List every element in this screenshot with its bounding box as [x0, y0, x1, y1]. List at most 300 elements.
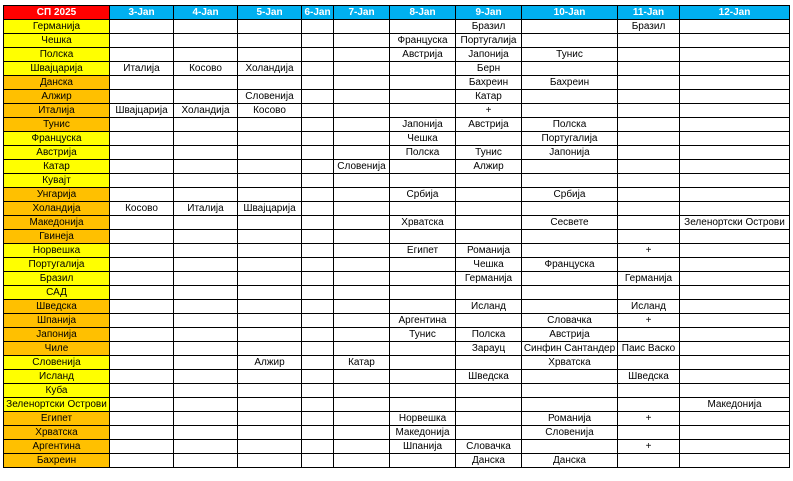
schedule-cell[interactable]	[618, 104, 680, 118]
schedule-cell[interactable]	[334, 48, 390, 62]
schedule-cell[interactable]	[456, 230, 522, 244]
schedule-cell[interactable]: Косово	[174, 62, 238, 76]
schedule-cell[interactable]	[456, 314, 522, 328]
schedule-cell[interactable]	[456, 174, 522, 188]
schedule-cell[interactable]	[238, 146, 302, 160]
schedule-cell[interactable]	[302, 412, 334, 426]
schedule-cell[interactable]	[302, 20, 334, 34]
schedule-cell[interactable]	[174, 314, 238, 328]
schedule-cell[interactable]	[238, 230, 302, 244]
schedule-cell[interactable]	[522, 62, 618, 76]
schedule-cell[interactable]	[334, 146, 390, 160]
schedule-cell[interactable]	[238, 342, 302, 356]
schedule-cell[interactable]	[390, 370, 456, 384]
schedule-cell[interactable]: Чешка	[390, 132, 456, 146]
schedule-cell[interactable]: Чешка	[456, 258, 522, 272]
schedule-cell[interactable]	[302, 146, 334, 160]
schedule-cell[interactable]	[110, 300, 174, 314]
schedule-cell[interactable]	[174, 230, 238, 244]
schedule-cell[interactable]	[238, 174, 302, 188]
schedule-cell[interactable]	[174, 132, 238, 146]
schedule-cell[interactable]: +	[456, 104, 522, 118]
schedule-cell[interactable]: Синфин Сантандер	[522, 342, 618, 356]
schedule-cell[interactable]	[334, 132, 390, 146]
schedule-cell[interactable]	[334, 244, 390, 258]
schedule-cell[interactable]: Словенија	[522, 426, 618, 440]
schedule-cell[interactable]	[522, 384, 618, 398]
schedule-cell[interactable]	[302, 356, 334, 370]
team-name-cell[interactable]: Словенија	[4, 356, 110, 370]
schedule-cell[interactable]	[110, 90, 174, 104]
schedule-cell[interactable]: Француска	[522, 258, 618, 272]
schedule-cell[interactable]	[456, 132, 522, 146]
schedule-cell[interactable]	[302, 370, 334, 384]
schedule-cell[interactable]	[238, 370, 302, 384]
schedule-cell[interactable]	[302, 34, 334, 48]
schedule-cell[interactable]	[238, 48, 302, 62]
schedule-cell[interactable]	[334, 426, 390, 440]
schedule-cell[interactable]	[618, 384, 680, 398]
schedule-cell[interactable]	[618, 454, 680, 468]
schedule-cell[interactable]	[110, 48, 174, 62]
schedule-cell[interactable]	[680, 426, 790, 440]
schedule-cell[interactable]	[390, 286, 456, 300]
schedule-cell[interactable]: Француска	[390, 34, 456, 48]
schedule-cell[interactable]: Бразил	[456, 20, 522, 34]
schedule-cell[interactable]	[334, 342, 390, 356]
team-name-cell[interactable]: Австрија	[4, 146, 110, 160]
team-name-cell[interactable]: Тунис	[4, 118, 110, 132]
schedule-cell[interactable]	[618, 216, 680, 230]
schedule-cell[interactable]	[680, 440, 790, 454]
schedule-cell[interactable]: Македонија	[680, 398, 790, 412]
schedule-cell[interactable]: Словачка	[522, 314, 618, 328]
schedule-cell[interactable]: Катар	[456, 90, 522, 104]
schedule-cell[interactable]	[110, 272, 174, 286]
schedule-cell[interactable]: Бразил	[618, 20, 680, 34]
team-name-cell[interactable]: Куба	[4, 384, 110, 398]
schedule-cell[interactable]	[680, 76, 790, 90]
team-name-cell[interactable]: Алжир	[4, 90, 110, 104]
schedule-cell[interactable]: Јапонија	[390, 118, 456, 132]
schedule-cell[interactable]	[302, 104, 334, 118]
schedule-cell[interactable]	[174, 356, 238, 370]
schedule-cell[interactable]	[334, 272, 390, 286]
schedule-cell[interactable]	[238, 384, 302, 398]
schedule-cell[interactable]	[680, 104, 790, 118]
schedule-cell[interactable]	[174, 426, 238, 440]
schedule-cell[interactable]	[110, 188, 174, 202]
schedule-cell[interactable]	[390, 160, 456, 174]
schedule-cell[interactable]	[680, 244, 790, 258]
schedule-cell[interactable]	[618, 230, 680, 244]
team-name-cell[interactable]: Зеленортски Острови	[4, 398, 110, 412]
schedule-cell[interactable]: Шведска	[456, 370, 522, 384]
schedule-cell[interactable]	[302, 48, 334, 62]
schedule-cell[interactable]	[302, 384, 334, 398]
schedule-cell[interactable]	[302, 272, 334, 286]
schedule-cell[interactable]: Косово	[110, 202, 174, 216]
schedule-cell[interactable]	[110, 356, 174, 370]
schedule-cell[interactable]	[174, 216, 238, 230]
schedule-cell[interactable]	[174, 188, 238, 202]
schedule-cell[interactable]	[680, 356, 790, 370]
team-name-cell[interactable]: Германија	[4, 20, 110, 34]
schedule-cell[interactable]	[522, 398, 618, 412]
schedule-cell[interactable]	[238, 118, 302, 132]
schedule-cell[interactable]	[618, 202, 680, 216]
schedule-cell[interactable]	[334, 174, 390, 188]
schedule-cell[interactable]	[110, 174, 174, 188]
schedule-cell[interactable]	[174, 300, 238, 314]
schedule-cell[interactable]	[110, 20, 174, 34]
schedule-cell[interactable]: +	[618, 314, 680, 328]
schedule-cell[interactable]	[680, 342, 790, 356]
team-name-cell[interactable]: Хрватска	[4, 426, 110, 440]
schedule-cell[interactable]	[110, 328, 174, 342]
schedule-cell[interactable]	[334, 216, 390, 230]
schedule-cell[interactable]	[390, 202, 456, 216]
schedule-cell[interactable]	[680, 90, 790, 104]
schedule-cell[interactable]	[680, 230, 790, 244]
schedule-cell[interactable]	[334, 286, 390, 300]
schedule-cell[interactable]: Португалија	[456, 34, 522, 48]
team-name-cell[interactable]: Холандија	[4, 202, 110, 216]
schedule-cell[interactable]	[302, 454, 334, 468]
schedule-cell[interactable]	[522, 370, 618, 384]
schedule-cell[interactable]	[390, 454, 456, 468]
schedule-cell[interactable]	[302, 314, 334, 328]
schedule-cell[interactable]	[302, 440, 334, 454]
team-name-cell[interactable]: Јапонија	[4, 328, 110, 342]
schedule-cell[interactable]	[110, 370, 174, 384]
schedule-cell[interactable]	[680, 34, 790, 48]
schedule-cell[interactable]	[302, 258, 334, 272]
schedule-cell[interactable]	[522, 90, 618, 104]
schedule-cell[interactable]	[456, 356, 522, 370]
team-name-cell[interactable]: Норвешка	[4, 244, 110, 258]
schedule-cell[interactable]	[110, 76, 174, 90]
schedule-cell[interactable]	[680, 314, 790, 328]
schedule-cell[interactable]	[680, 258, 790, 272]
schedule-cell[interactable]	[238, 286, 302, 300]
schedule-cell[interactable]	[238, 132, 302, 146]
schedule-cell[interactable]	[334, 230, 390, 244]
schedule-cell[interactable]	[302, 342, 334, 356]
team-name-cell[interactable]: Македонија	[4, 216, 110, 230]
schedule-cell[interactable]: Бахреин	[522, 76, 618, 90]
schedule-cell[interactable]: Хрватска	[522, 356, 618, 370]
schedule-cell[interactable]	[618, 146, 680, 160]
corner-cell[interactable]: СП 2025	[4, 6, 110, 20]
schedule-cell[interactable]	[522, 202, 618, 216]
schedule-cell[interactable]: Австрија	[522, 328, 618, 342]
schedule-cell[interactable]	[680, 286, 790, 300]
schedule-cell[interactable]	[238, 34, 302, 48]
schedule-cell[interactable]	[456, 286, 522, 300]
schedule-cell[interactable]	[238, 76, 302, 90]
schedule-cell[interactable]	[522, 300, 618, 314]
schedule-cell[interactable]	[618, 328, 680, 342]
schedule-cell[interactable]	[680, 62, 790, 76]
schedule-cell[interactable]	[334, 300, 390, 314]
schedule-cell[interactable]	[110, 160, 174, 174]
schedule-cell[interactable]	[110, 412, 174, 426]
schedule-cell[interactable]	[522, 104, 618, 118]
schedule-cell[interactable]	[390, 300, 456, 314]
schedule-cell[interactable]	[680, 146, 790, 160]
schedule-cell[interactable]: Норвешка	[390, 412, 456, 426]
schedule-cell[interactable]	[390, 384, 456, 398]
schedule-cell[interactable]	[334, 118, 390, 132]
schedule-cell[interactable]	[110, 118, 174, 132]
schedule-cell[interactable]	[680, 202, 790, 216]
schedule-cell[interactable]	[110, 258, 174, 272]
schedule-cell[interactable]	[174, 76, 238, 90]
schedule-cell[interactable]	[174, 398, 238, 412]
schedule-cell[interactable]: Швајцарија	[110, 104, 174, 118]
schedule-cell[interactable]	[302, 118, 334, 132]
schedule-cell[interactable]: Србија	[390, 188, 456, 202]
schedule-cell[interactable]	[238, 440, 302, 454]
schedule-cell[interactable]	[174, 342, 238, 356]
schedule-cell[interactable]	[302, 160, 334, 174]
schedule-cell[interactable]	[334, 90, 390, 104]
schedule-cell[interactable]	[618, 286, 680, 300]
schedule-cell[interactable]	[110, 314, 174, 328]
schedule-cell[interactable]	[680, 384, 790, 398]
schedule-cell[interactable]: Сесвете	[522, 216, 618, 230]
team-name-cell[interactable]: Катар	[4, 160, 110, 174]
schedule-cell[interactable]: Полска	[522, 118, 618, 132]
schedule-cell[interactable]	[456, 216, 522, 230]
schedule-cell[interactable]	[302, 230, 334, 244]
schedule-cell[interactable]	[680, 272, 790, 286]
schedule-cell[interactable]	[456, 426, 522, 440]
team-name-cell[interactable]: Шведска	[4, 300, 110, 314]
schedule-cell[interactable]	[238, 258, 302, 272]
schedule-cell[interactable]: Холандија	[174, 104, 238, 118]
schedule-cell[interactable]: Паис Васко	[618, 342, 680, 356]
schedule-cell[interactable]	[302, 76, 334, 90]
schedule-cell[interactable]	[302, 328, 334, 342]
team-name-cell[interactable]: Аргентина	[4, 440, 110, 454]
schedule-cell[interactable]	[618, 160, 680, 174]
schedule-cell[interactable]	[618, 34, 680, 48]
schedule-cell[interactable]	[390, 90, 456, 104]
schedule-cell[interactable]	[618, 426, 680, 440]
schedule-cell[interactable]: Холандија	[238, 62, 302, 76]
schedule-cell[interactable]	[238, 454, 302, 468]
schedule-cell[interactable]	[334, 328, 390, 342]
schedule-cell[interactable]	[174, 90, 238, 104]
schedule-cell[interactable]: Тунис	[522, 48, 618, 62]
schedule-cell[interactable]: Зеленортски Острови	[680, 216, 790, 230]
schedule-cell[interactable]: Португалија	[522, 132, 618, 146]
schedule-cell[interactable]	[110, 34, 174, 48]
schedule-cell[interactable]	[522, 174, 618, 188]
team-name-cell[interactable]: Данска	[4, 76, 110, 90]
schedule-cell[interactable]	[302, 286, 334, 300]
date-header-3-jan[interactable]: 3-Jan	[110, 6, 174, 20]
team-name-cell[interactable]: Бразил	[4, 272, 110, 286]
schedule-cell[interactable]: Австрија	[390, 48, 456, 62]
schedule-cell[interactable]	[334, 104, 390, 118]
schedule-cell[interactable]	[302, 426, 334, 440]
schedule-cell[interactable]	[238, 426, 302, 440]
schedule-cell[interactable]	[456, 188, 522, 202]
schedule-cell[interactable]: Данска	[456, 454, 522, 468]
schedule-cell[interactable]	[174, 272, 238, 286]
schedule-cell[interactable]: Данска	[522, 454, 618, 468]
schedule-cell[interactable]	[238, 398, 302, 412]
schedule-cell[interactable]	[174, 286, 238, 300]
schedule-cell[interactable]	[334, 370, 390, 384]
schedule-cell[interactable]	[174, 160, 238, 174]
schedule-cell[interactable]	[110, 132, 174, 146]
schedule-cell[interactable]: Исланд	[456, 300, 522, 314]
schedule-cell[interactable]: +	[618, 412, 680, 426]
schedule-cell[interactable]	[174, 20, 238, 34]
schedule-cell[interactable]	[302, 216, 334, 230]
date-header-11-jan[interactable]: 11-Jan	[618, 6, 680, 20]
schedule-cell[interactable]: Зарауц	[456, 342, 522, 356]
schedule-cell[interactable]: Берн	[456, 62, 522, 76]
schedule-cell[interactable]	[390, 174, 456, 188]
schedule-cell[interactable]	[390, 258, 456, 272]
team-name-cell[interactable]: Шпанија	[4, 314, 110, 328]
schedule-cell[interactable]: Романија	[456, 244, 522, 258]
schedule-cell[interactable]	[174, 48, 238, 62]
schedule-cell[interactable]: Македонија	[390, 426, 456, 440]
schedule-cell[interactable]	[334, 20, 390, 34]
schedule-cell[interactable]	[618, 356, 680, 370]
schedule-cell[interactable]	[618, 258, 680, 272]
schedule-cell[interactable]	[680, 48, 790, 62]
schedule-cell[interactable]	[390, 272, 456, 286]
schedule-cell[interactable]	[618, 132, 680, 146]
date-header-9-jan[interactable]: 9-Jan	[456, 6, 522, 20]
schedule-cell[interactable]	[238, 216, 302, 230]
schedule-cell[interactable]	[110, 146, 174, 160]
schedule-cell[interactable]	[110, 230, 174, 244]
schedule-cell[interactable]	[302, 188, 334, 202]
schedule-cell[interactable]: Бахреин	[456, 76, 522, 90]
schedule-cell[interactable]	[522, 20, 618, 34]
schedule-cell[interactable]	[174, 412, 238, 426]
schedule-cell[interactable]	[302, 62, 334, 76]
schedule-cell[interactable]	[110, 426, 174, 440]
schedule-cell[interactable]	[238, 160, 302, 174]
schedule-cell[interactable]: Романија	[522, 412, 618, 426]
schedule-cell[interactable]	[302, 132, 334, 146]
schedule-cell[interactable]	[618, 188, 680, 202]
date-header-10-jan[interactable]: 10-Jan	[522, 6, 618, 20]
schedule-cell[interactable]: Полска	[456, 328, 522, 342]
schedule-cell[interactable]	[618, 398, 680, 412]
schedule-cell[interactable]: Полска	[390, 146, 456, 160]
schedule-cell[interactable]	[456, 384, 522, 398]
team-name-cell[interactable]: Полска	[4, 48, 110, 62]
schedule-cell[interactable]	[680, 118, 790, 132]
schedule-cell[interactable]	[390, 356, 456, 370]
schedule-cell[interactable]	[618, 76, 680, 90]
schedule-cell[interactable]	[302, 244, 334, 258]
team-name-cell[interactable]: Португалија	[4, 258, 110, 272]
schedule-cell[interactable]	[110, 342, 174, 356]
schedule-cell[interactable]: Италија	[174, 202, 238, 216]
team-name-cell[interactable]: Италија	[4, 104, 110, 118]
schedule-cell[interactable]	[174, 34, 238, 48]
schedule-cell[interactable]	[334, 412, 390, 426]
schedule-cell[interactable]	[174, 370, 238, 384]
schedule-cell[interactable]	[334, 398, 390, 412]
schedule-cell[interactable]	[680, 300, 790, 314]
schedule-cell[interactable]	[334, 258, 390, 272]
schedule-cell[interactable]	[238, 328, 302, 342]
schedule-cell[interactable]: Алжир	[238, 356, 302, 370]
schedule-cell[interactable]	[174, 146, 238, 160]
schedule-cell[interactable]: Тунис	[390, 328, 456, 342]
schedule-cell[interactable]: Словачка	[456, 440, 522, 454]
schedule-cell[interactable]	[334, 384, 390, 398]
date-header-6-jan[interactable]: 6-Jan	[302, 6, 334, 20]
schedule-cell[interactable]	[110, 398, 174, 412]
schedule-cell[interactable]	[522, 230, 618, 244]
schedule-cell[interactable]: +	[618, 440, 680, 454]
schedule-cell[interactable]: Шпанија	[390, 440, 456, 454]
schedule-cell[interactable]	[390, 62, 456, 76]
date-header-7-jan[interactable]: 7-Jan	[334, 6, 390, 20]
schedule-cell[interactable]: Германија	[618, 272, 680, 286]
schedule-cell[interactable]: Јапонија	[522, 146, 618, 160]
schedule-cell[interactable]	[390, 104, 456, 118]
schedule-cell[interactable]: Швајцарија	[238, 202, 302, 216]
schedule-cell[interactable]	[334, 34, 390, 48]
schedule-cell[interactable]: Австрија	[456, 118, 522, 132]
schedule-cell[interactable]	[680, 454, 790, 468]
schedule-cell[interactable]	[174, 258, 238, 272]
team-name-cell[interactable]: Француска	[4, 132, 110, 146]
schedule-cell[interactable]	[334, 188, 390, 202]
schedule-cell[interactable]	[390, 230, 456, 244]
date-header-12-jan[interactable]: 12-Jan	[680, 6, 790, 20]
team-name-cell[interactable]: Кувајт	[4, 174, 110, 188]
schedule-cell[interactable]	[680, 174, 790, 188]
schedule-cell[interactable]	[238, 272, 302, 286]
schedule-cell[interactable]	[522, 34, 618, 48]
schedule-cell[interactable]: Катар	[334, 356, 390, 370]
schedule-cell[interactable]	[618, 174, 680, 188]
schedule-cell[interactable]	[680, 188, 790, 202]
team-name-cell[interactable]: Бахреин	[4, 454, 110, 468]
team-name-cell[interactable]: Чиле	[4, 342, 110, 356]
team-name-cell[interactable]: Унгарија	[4, 188, 110, 202]
schedule-cell[interactable]	[174, 118, 238, 132]
schedule-cell[interactable]	[456, 398, 522, 412]
schedule-cell[interactable]	[334, 202, 390, 216]
schedule-cell[interactable]: Алжир	[456, 160, 522, 174]
date-header-8-jan[interactable]: 8-Jan	[390, 6, 456, 20]
schedule-cell[interactable]: Словенија	[238, 90, 302, 104]
team-name-cell[interactable]: Египет	[4, 412, 110, 426]
schedule-cell[interactable]	[302, 90, 334, 104]
schedule-cell[interactable]	[390, 76, 456, 90]
schedule-cell[interactable]	[302, 300, 334, 314]
team-name-cell[interactable]: Чешка	[4, 34, 110, 48]
schedule-cell[interactable]: Германија	[456, 272, 522, 286]
schedule-cell[interactable]	[618, 118, 680, 132]
